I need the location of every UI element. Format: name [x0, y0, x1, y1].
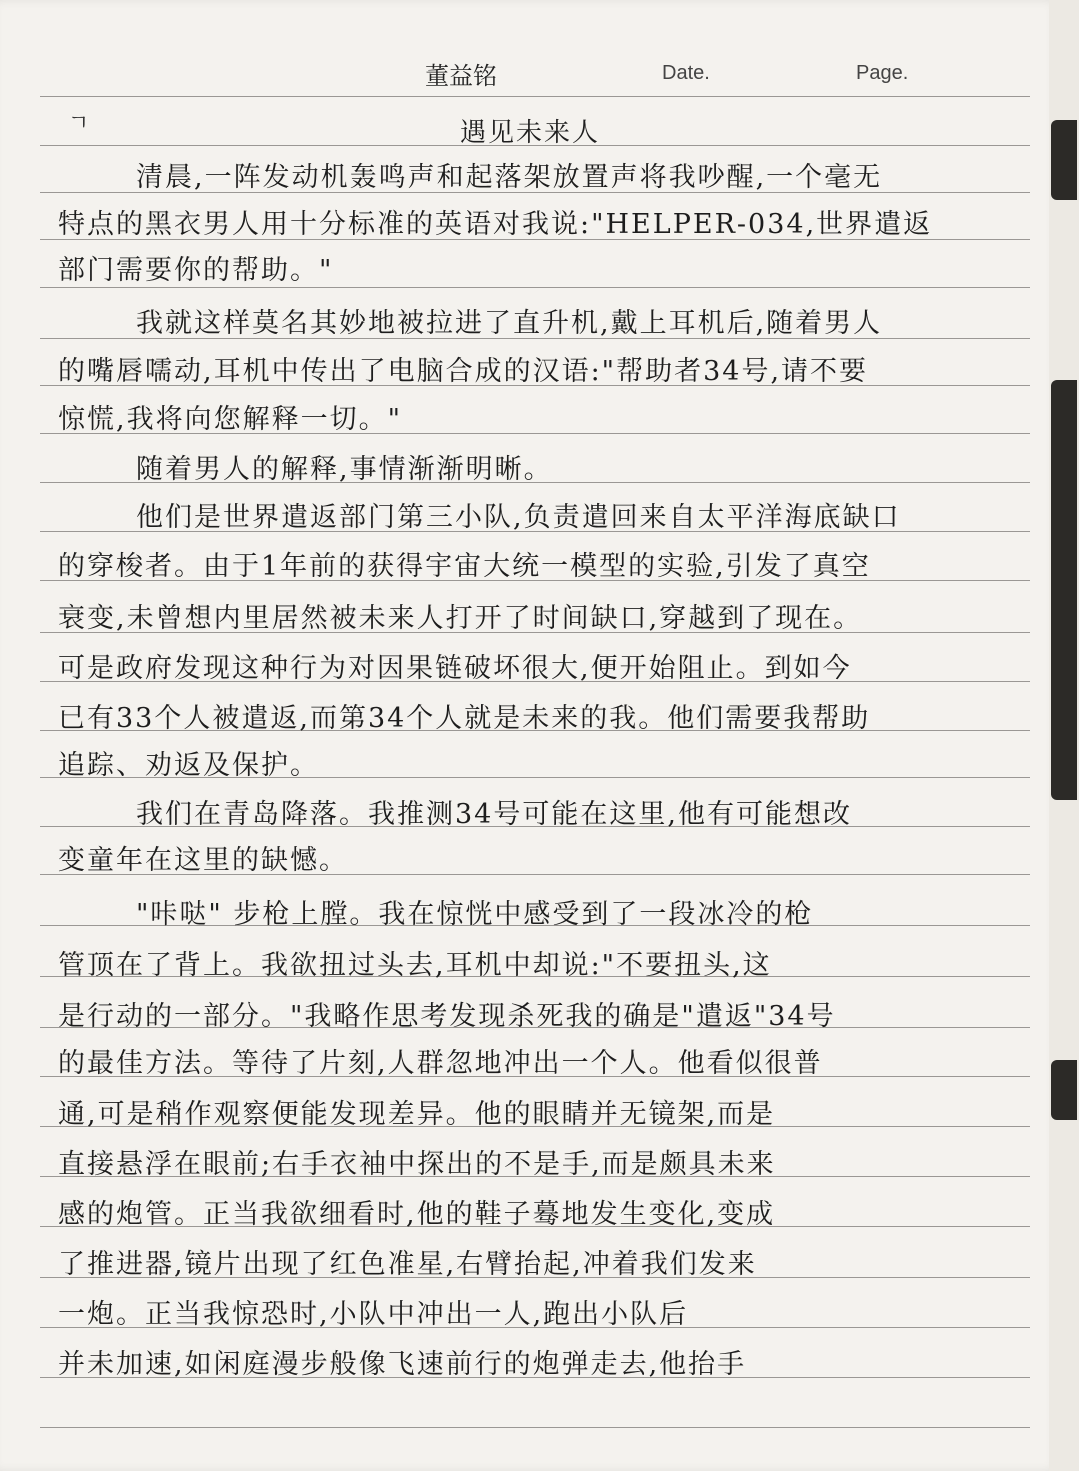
text-line: 一炮。正当我惊恐时,小队中冲出一人,跑出小队后: [58, 1299, 689, 1330]
corner-mark: ㄱ: [68, 111, 90, 136]
text-line: 通,可是稍作观察便能发现差异。他的眼睛并无镜架,而是: [58, 1099, 776, 1130]
burn-mark-middle: [1051, 380, 1077, 800]
essay-title: 遇见未来人: [459, 118, 600, 148]
text-line: 的嘴唇嚅动,耳机中传出了电脑合成的汉语:"帮助者34号,请不要: [58, 356, 869, 387]
text-line: 已有33个人被遣返,而第34个人就是未来的我。他们需要我帮助: [58, 703, 871, 734]
text-line: 惊慌,我将向您解释一切。": [58, 404, 403, 435]
author-name: 董益铭: [425, 62, 497, 90]
text-line: 是行动的一部分。"我略作思考发现杀死我的确是"遣返"34号: [58, 1001, 836, 1032]
text-line: 感的炮管。正当我欲细看时,他的鞋子蓦地发生变化,变成: [58, 1199, 776, 1230]
text-line: 追踪、劝返及保护。: [58, 750, 319, 781]
ruled-line: [40, 96, 1030, 97]
ruled-line: [40, 1427, 1030, 1428]
text-line: 的穿梭者。由于1年前的获得宇宙大统一模型的实验,引发了真空: [58, 551, 871, 582]
text-line: 清晨,一阵发动机轰鸣声和起落架放置声将我吵醒,一个毫无: [136, 162, 883, 193]
text-line: 部门需要你的帮助。": [58, 255, 334, 286]
text-line: 我们在青岛降落。我推测34号可能在这里,他有可能想改: [136, 799, 852, 830]
text-line: 管顶在了背上。我欲扭过头去,耳机中却说:"不要扭头,这: [58, 950, 772, 981]
page-header: [0, 52, 1060, 92]
text-line: 并未加速,如闲庭漫步般像飞速前行的炮弹走去,他抬手: [58, 1349, 747, 1380]
text-line: 了推进器,镜片出现了红色准星,右臂抬起,冲着我们发来: [58, 1249, 757, 1280]
text-line: 可是政府发现这种行为对因果链破坏很大,便开始阻止。到如今: [58, 653, 852, 684]
text-line: 直接悬浮在眼前;右手衣袖中探出的不是手,而是颇具未来: [58, 1149, 776, 1180]
text-line: 他们是世界遣返部门第三小队,负责遣回来自太平洋海底缺口: [136, 502, 901, 533]
text-line: 随着男人的解释,事情渐渐明晰。: [136, 454, 553, 485]
text-line: 我就这样莫名其妙地被拉进了直升机,戴上耳机后,随着男人: [136, 308, 883, 339]
text-line: "咔哒" 步枪上膛。我在惊恍中感受到了一段冰冷的枪: [136, 899, 814, 930]
text-line: 的最佳方法。等待了片刻,人群忽地冲出一个人。他看似很普: [58, 1048, 823, 1079]
text-line: 变童年在这里的缺憾。: [58, 845, 348, 876]
date-label: Date.: [662, 62, 710, 84]
burn-mark-lower: [1051, 1060, 1077, 1120]
text-line: 特点的黑衣男人用十分标准的英语对我说:"HELPER-034,世界遣返: [58, 209, 933, 240]
page-label: Page.: [856, 62, 909, 84]
text-line: 衰变,未曾想内里居然被未来人打开了时间缺口,穿越到了现在。: [58, 603, 863, 634]
